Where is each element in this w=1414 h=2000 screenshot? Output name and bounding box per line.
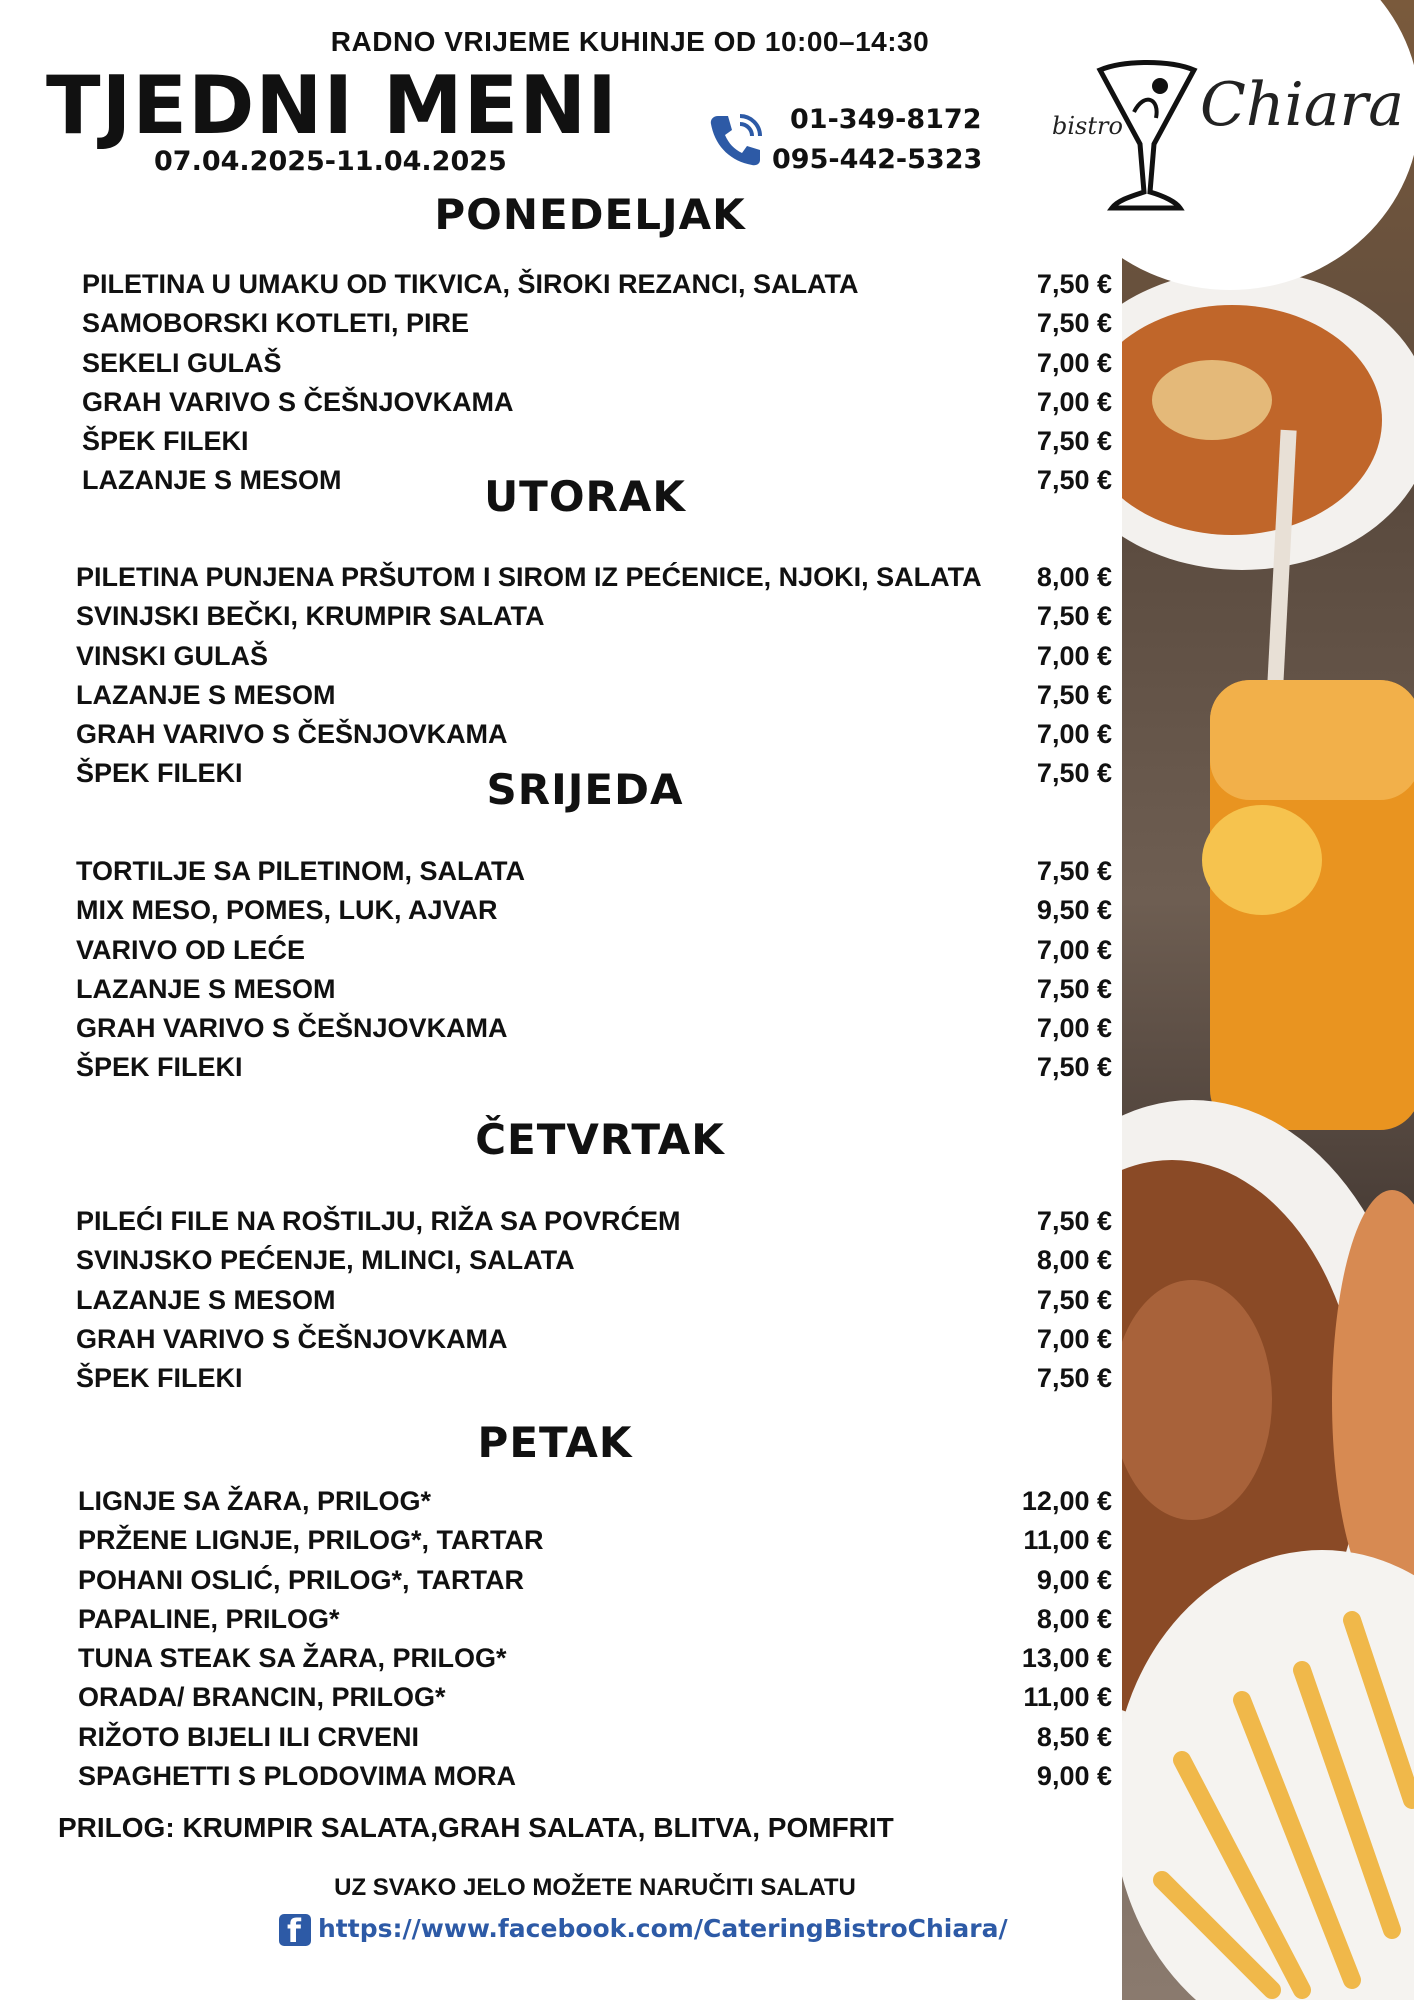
menu-list-petak bbox=[78, 1482, 1112, 1796]
menu-item-name: ŠPEK FILEKI bbox=[76, 1052, 243, 1083]
menu-item bbox=[78, 1678, 1112, 1717]
menu-item bbox=[82, 304, 1112, 343]
menu-item bbox=[76, 1241, 1112, 1280]
menu-list-utorak bbox=[76, 558, 1112, 794]
menu-item-price: 7,50 € bbox=[1036, 1206, 1112, 1236]
food-photo bbox=[1122, 0, 1414, 2000]
menu-item bbox=[82, 383, 1112, 422]
menu-item-name: ŠPEK FILEKI bbox=[76, 758, 243, 789]
menu-item-price: 9,50 € bbox=[1036, 895, 1112, 926]
menu-item bbox=[76, 597, 1112, 636]
menu-item-price: 7,00 € bbox=[1036, 1013, 1112, 1044]
menu-item-name: SEKELI GULAŠ bbox=[82, 347, 282, 378]
day-title-petak: PETAK bbox=[477, 1418, 633, 1467]
menu-item-name: GRAH VARIVO S ČEŠNJOVKAMA bbox=[82, 386, 514, 417]
menu-item bbox=[78, 1561, 1112, 1600]
facebook-link[interactable]: https://www.facebook.com/CateringBistroChiara/ bbox=[318, 1914, 1008, 1943]
menu-item-price: 7,50 € bbox=[1036, 973, 1112, 1004]
menu-item bbox=[82, 422, 1112, 461]
menu-item bbox=[78, 1639, 1112, 1678]
menu-item-name: LAZANJE S MESOM bbox=[82, 465, 342, 496]
menu-item-price: 13,00 € bbox=[1021, 1643, 1112, 1674]
salad-note: UZ SVAKO JELO MOŽETE NARUČITI SALATU bbox=[334, 1874, 856, 1901]
menu-item-price: 7,50 € bbox=[1036, 1284, 1112, 1315]
menu-item bbox=[76, 1320, 1112, 1359]
side-dish-note: PRILOG: KRUMPIR SALATA,GRAH SALATA, BLITVA, POMFRIT bbox=[58, 1812, 894, 1843]
day-title-srijeda: SRIJEDA bbox=[486, 765, 684, 814]
menu-item bbox=[76, 852, 1112, 891]
menu-item-name: ŠPEK FILEKI bbox=[82, 426, 249, 457]
menu-item-name: PILETINA PUNJENA PRŠUTOM I SIROM IZ PEĆENICE, NJOKI, SALATA bbox=[76, 562, 982, 592]
menu-item bbox=[76, 1048, 1112, 1087]
menu-item bbox=[76, 637, 1112, 676]
menu-item-price: 9,00 € bbox=[1036, 1761, 1112, 1792]
menu-item-name: GRAH VARIVO S ČEŠNJOVKAMA bbox=[76, 1323, 508, 1354]
menu-item-name: ORADA/ BRANCIN, PRILOG* bbox=[78, 1682, 446, 1713]
menu-list-srijeda bbox=[76, 852, 1112, 1088]
menu-item bbox=[76, 1359, 1112, 1398]
menu-item-price: 8,00 € bbox=[1036, 1603, 1112, 1634]
menu-item-name: SVINJSKI BEČKI, KRUMPIR SALATA bbox=[76, 601, 545, 632]
menu-item bbox=[78, 1600, 1112, 1639]
phone-numbers bbox=[772, 100, 982, 180]
day-title-utorak: UTORAK bbox=[484, 472, 686, 521]
menu-item bbox=[76, 715, 1112, 754]
menu-item-price: 7,50 € bbox=[1036, 601, 1112, 632]
menu-item-name: LAZANJE S MESOM bbox=[76, 973, 336, 1004]
menu-item-price: 7,50 € bbox=[1036, 426, 1112, 457]
menu-item-name: TORTILJE SA PILETINOM, SALATA bbox=[76, 856, 526, 886]
menu-item bbox=[82, 265, 1112, 304]
kitchen-hours: RADNO VRIJEME KUHINJE OD 10:00–14:30 bbox=[330, 26, 930, 57]
menu-item-price: 7,00 € bbox=[1036, 386, 1112, 417]
menu-item-name: LIGNJE SA ŽARA, PRILOG* bbox=[78, 1486, 432, 1516]
logo-name: Chiara bbox=[1200, 70, 1404, 140]
menu-item-name: TUNA STEAK SA ŽARA, PRILOG* bbox=[78, 1643, 507, 1674]
date-range: 07.04.2025-11.04.2025 bbox=[154, 146, 507, 177]
menu-item-price: 9,00 € bbox=[1036, 1564, 1112, 1595]
menu-list-cetvrtak bbox=[76, 1202, 1112, 1398]
menu-item bbox=[82, 344, 1112, 383]
menu-item bbox=[76, 676, 1112, 715]
menu-item-name: RIŽOTO BIJELI ILI CRVENI bbox=[78, 1721, 420, 1752]
menu-item-price: 7,00 € bbox=[1036, 1323, 1112, 1354]
menu-item-price: 7,00 € bbox=[1036, 934, 1112, 965]
menu-item bbox=[76, 931, 1112, 970]
menu-list-ponedeljak bbox=[82, 265, 1112, 501]
menu-item-name: ŠPEK FILEKI bbox=[76, 1363, 243, 1394]
menu-item-price: 7,50 € bbox=[1036, 465, 1112, 496]
day-title-cetvrtak: ČETVRTAK bbox=[475, 1115, 725, 1164]
menu-item-name: LAZANJE S MESOM bbox=[76, 679, 336, 710]
menu-item bbox=[78, 1757, 1112, 1796]
menu-item-price: 12,00 € bbox=[1021, 1486, 1112, 1516]
menu-item-name: LAZANJE S MESOM bbox=[76, 1284, 336, 1315]
page-title: TJEDNI MENI bbox=[46, 59, 618, 152]
menu-item-price: 7,00 € bbox=[1036, 347, 1112, 378]
menu-item bbox=[78, 1482, 1112, 1521]
phone-2[interactable]: 095-442-5323 bbox=[772, 144, 983, 175]
facebook-icon[interactable]: f bbox=[279, 1914, 311, 1946]
cocktail-glass-logo-icon bbox=[1094, 52, 1200, 212]
menu-item bbox=[76, 1281, 1112, 1320]
menu-item-price: 11,00 € bbox=[1023, 1525, 1112, 1556]
menu-item-price: 8,00 € bbox=[1036, 1245, 1112, 1276]
menu-item-price: 8,00 € bbox=[1036, 562, 1112, 592]
menu-item-name: SPAGHETTI S PLODOVIMA MORA bbox=[78, 1761, 517, 1792]
menu-item-price: 11,00 € bbox=[1023, 1682, 1112, 1713]
menu-item-price: 7,50 € bbox=[1036, 679, 1112, 710]
menu-item-name: MIX MESO, POMES, LUK, AJVAR bbox=[76, 895, 498, 926]
menu-item-name: VARIVO OD LEĆE bbox=[76, 934, 306, 965]
menu-item-price: 7,50 € bbox=[1036, 758, 1112, 789]
menu-item-name: PRŽENE LIGNJE, PRILOG*, TARTAR bbox=[78, 1525, 544, 1556]
menu-item bbox=[76, 970, 1112, 1009]
menu-item bbox=[76, 1202, 1112, 1241]
menu-item-price: 7,50 € bbox=[1036, 1052, 1112, 1083]
menu-item-name: POHANI OSLIĆ, PRILOG*, TARTAR bbox=[78, 1564, 525, 1595]
menu-item-price: 7,50 € bbox=[1036, 1363, 1112, 1394]
menu-item-price: 7,50 € bbox=[1036, 269, 1112, 299]
menu-item-price: 7,00 € bbox=[1036, 719, 1112, 750]
phone-1[interactable]: 01-349-8172 bbox=[790, 104, 982, 135]
menu-item bbox=[78, 1521, 1112, 1560]
menu-item-name: VINSKI GULAŠ bbox=[76, 640, 269, 671]
menu-item-price: 7,50 € bbox=[1036, 308, 1112, 339]
menu-item-name: PILEĆI FILE NA ROŠTILJU, RIŽA SA POVRĆEM bbox=[76, 1206, 681, 1236]
menu-item-price: 8,50 € bbox=[1036, 1721, 1112, 1752]
menu-item-name: SVINJSKO PEĆENJE, MLINCI, SALATA bbox=[76, 1245, 575, 1276]
menu-item-price: 7,00 € bbox=[1036, 640, 1112, 671]
menu-item-name: PILETINA U UMAKU OD TIKVICA, ŠIROKI REZANCI, SALATA bbox=[82, 269, 859, 299]
logo-bistro-text: bistro bbox=[1052, 112, 1123, 140]
menu-item-name: PAPALINE, PRILOG* bbox=[78, 1603, 340, 1634]
menu-item-name: GRAH VARIVO S ČEŠNJOVKAMA bbox=[76, 719, 508, 750]
day-title-ponedeljak: PONEDELJAK bbox=[434, 190, 746, 239]
menu-item bbox=[76, 1009, 1112, 1048]
menu-item bbox=[78, 1718, 1112, 1757]
menu-item-price: 7,50 € bbox=[1036, 856, 1112, 886]
menu-item bbox=[76, 558, 1112, 597]
menu-item-name: SAMOBORSKI KOTLETI, PIRE bbox=[82, 308, 470, 339]
menu-item-name: GRAH VARIVO S ČEŠNJOVKAMA bbox=[76, 1013, 508, 1044]
menu-item bbox=[76, 891, 1112, 930]
phone-icon bbox=[704, 108, 768, 172]
